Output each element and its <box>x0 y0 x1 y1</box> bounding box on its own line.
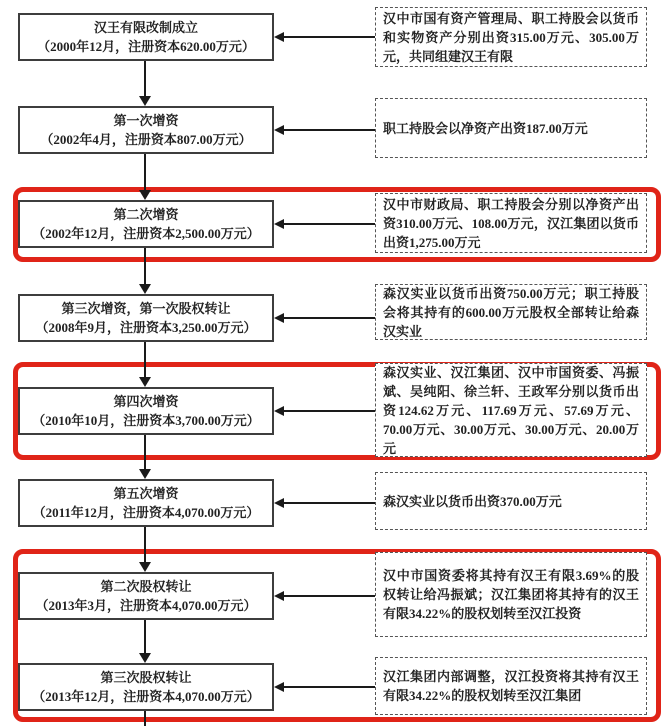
flow-line-horizontal <box>284 129 375 131</box>
arrowhead-down-icon <box>139 190 151 200</box>
note-third-increase-first-transfer <box>375 284 647 340</box>
note-text: 森汉实业以货币出资370.00万元 <box>383 493 562 509</box>
node-second-equity-transfer <box>18 572 274 620</box>
node-title: 第五次增资 <box>113 486 179 501</box>
node-subtitle: （2002年12月，注册资本2,500.00万元） <box>32 226 260 241</box>
node-subtitle: （2008年9月，注册资本3,250.00万元） <box>35 320 257 335</box>
note-text: 汉中市国资委将其持有汉王有限3.69%的股权转让给冯振斌；汉江集团将其持有的汉王有限34.22%的股权划转至汉江投资 <box>383 568 639 621</box>
node-third-equity-transfer <box>18 663 274 711</box>
arrowhead-left-icon <box>274 313 284 323</box>
flow-line-vertical <box>144 527 146 562</box>
node-title: 第三次增资，第一次股权转让 <box>61 301 231 316</box>
arrowhead-left-icon <box>274 682 284 692</box>
arrowhead-left-icon <box>274 498 284 508</box>
arrowhead-down-icon <box>139 96 151 106</box>
note-text: 汉中市国有资产管理局、职工持股会以货币和实物资产分别出资315.00万元、305.00万元，共同组建汉王有限 <box>383 10 639 64</box>
flow-line-horizontal <box>284 595 375 597</box>
note-second-equity-transfer <box>375 552 647 637</box>
arrowhead-left-icon <box>274 406 284 416</box>
node-title: 第一次增资 <box>113 113 179 128</box>
node-subtitle: （2000年12月，注册资本620.00万元） <box>37 39 255 54</box>
note-text: 森汉实业以货币出资750.00万元；职工持股会将其持有的600.00万元股权全部转让给森汉实业 <box>383 285 639 339</box>
node-title: 第二次股权转让 <box>100 579 192 594</box>
node-fourth-capital-increase <box>18 387 274 435</box>
note-fourth-capital-increase <box>375 363 647 457</box>
flow-line-vertical-continuation <box>144 711 146 726</box>
note-fifth-capital-increase <box>375 472 647 530</box>
flow-line-horizontal <box>284 686 375 688</box>
arrowhead-down-icon <box>139 284 151 294</box>
node-subtitle: （2013年3月，注册资本4,070.00万元） <box>35 598 257 613</box>
node-third-increase-first-transfer <box>18 294 274 342</box>
node-title: 汉王有限改制成立 <box>93 20 198 35</box>
flow-line-vertical <box>144 620 146 653</box>
arrowhead-down-icon <box>139 562 151 572</box>
arrowhead-down-icon <box>139 469 151 479</box>
arrowhead-down-icon <box>139 377 151 387</box>
flow-line-vertical <box>144 435 146 469</box>
arrowhead-left-icon <box>274 125 284 135</box>
flow-line-horizontal <box>284 36 375 38</box>
node-second-capital-increase <box>18 200 274 248</box>
note-third-equity-transfer <box>375 657 647 715</box>
node-first-capital-increase <box>18 106 274 154</box>
flow-line-vertical <box>144 342 146 377</box>
note-text: 森汉实业、汉江集团、汉中市国资委、冯振斌、吴纯阳、徐兰轩、王政军分别以货币出资124.62万元、117.69万元、57.69万元、70.00万元、30.00万元、30.00万元、20.00万元 <box>383 364 639 456</box>
arrowhead-left-icon <box>274 32 284 42</box>
node-title: 第四次增资 <box>113 394 179 409</box>
node-subtitle: （2013年12月，注册资本4,070.00万元） <box>32 689 260 704</box>
arrowhead-down-icon <box>139 653 151 663</box>
node-subtitle: （2011年12月，注册资本4,070.00万元） <box>32 505 260 520</box>
node-title: 第三次股权转让 <box>100 670 192 685</box>
note-text: 职工持股会以净资产出资187.00万元 <box>383 120 588 136</box>
flow-line-vertical <box>144 61 146 96</box>
note-text: 汉江集团内部调整，汉江投资将其持有汉王有限34.22%的股权划转至汉江集团 <box>383 669 639 703</box>
node-hanwang-establishment <box>18 13 274 61</box>
flow-line-horizontal <box>284 502 375 504</box>
node-subtitle: （2002年4月，注册资本807.00万元） <box>40 132 252 147</box>
node-title: 第二次增资 <box>113 207 179 222</box>
note-text: 汉中市财政局、职工持股会分别以净资产出资310.00万元、108.00万元，汉江集团以货币出资1,275.00万元 <box>383 196 639 250</box>
flow-line-horizontal <box>284 223 375 225</box>
node-subtitle: （2010年10月，注册资本3,700.00万元） <box>32 413 260 428</box>
note-hanwang-establishment <box>375 7 647 67</box>
note-second-capital-increase <box>375 193 647 253</box>
node-fifth-capital-increase <box>18 479 274 527</box>
note-first-capital-increase <box>375 98 647 158</box>
flow-line-horizontal <box>284 317 375 319</box>
flow-line-horizontal <box>284 410 375 412</box>
arrowhead-left-icon <box>274 219 284 229</box>
flow-line-vertical <box>144 154 146 190</box>
arrowhead-left-icon <box>274 591 284 601</box>
flow-line-vertical <box>144 248 146 284</box>
